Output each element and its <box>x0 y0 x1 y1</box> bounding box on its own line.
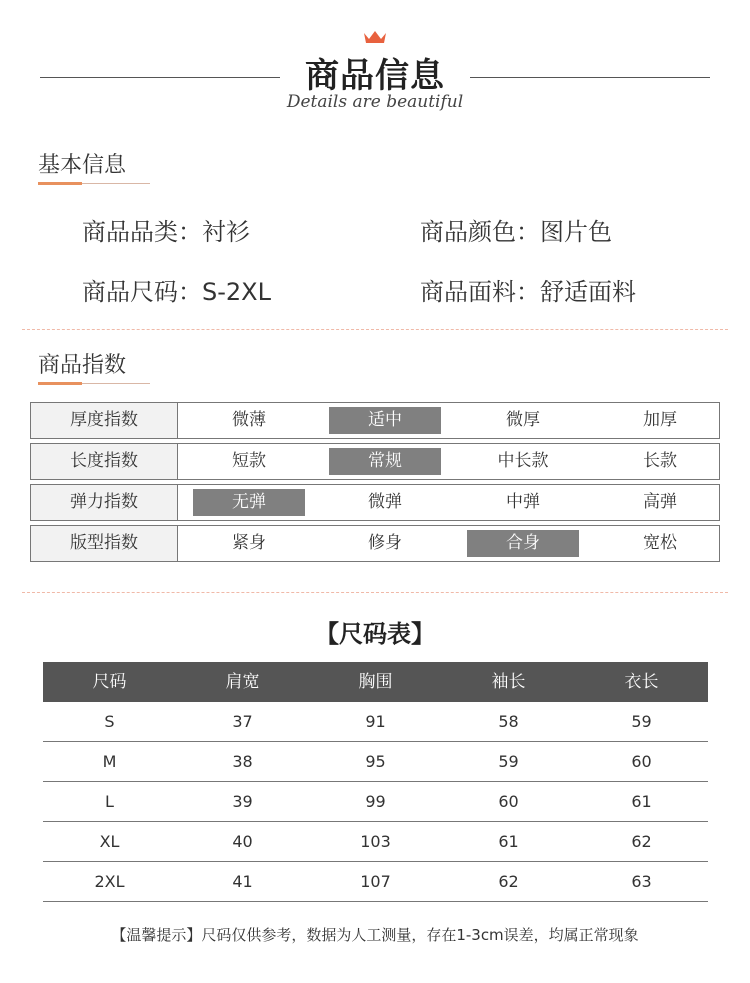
index-option: 宽松 <box>643 533 677 553</box>
table-cell: 41 <box>232 872 253 891</box>
index-option-selected: 常规 <box>329 448 441 475</box>
table-cell: 62 <box>498 872 519 891</box>
section-title-text: 基本信息 <box>38 153 127 178</box>
section-title-text: 商品指数 <box>38 353 127 378</box>
table-cell: 39 <box>232 792 253 811</box>
size-header-cell: 尺码 <box>92 672 127 692</box>
index-option: 高弹 <box>643 492 677 512</box>
table-cell: 62 <box>631 832 652 851</box>
table-cell: 37 <box>232 712 253 731</box>
table-row <box>43 822 708 862</box>
index-option: 加厚 <box>643 410 677 430</box>
table-cell: 59 <box>631 712 652 731</box>
size-chart-body <box>43 702 708 902</box>
index-option: 紧身 <box>232 533 266 553</box>
page-title: 商品信息 <box>305 56 445 96</box>
table-row <box>43 782 708 822</box>
section-underline <box>38 383 150 384</box>
table-cell: 60 <box>631 752 652 771</box>
table-cell: 61 <box>631 792 652 811</box>
table-cell: 63 <box>631 872 652 891</box>
info-fabric: 商品面料：舒适面料 <box>420 278 636 306</box>
table-cell: 99 <box>365 792 386 811</box>
table-cell: S <box>104 712 115 731</box>
table-cell: L <box>105 792 114 811</box>
size-header-cell: 衣长 <box>624 672 659 692</box>
table-cell: XL <box>99 832 120 851</box>
index-row <box>30 402 720 439</box>
size-chart-table <box>43 662 708 902</box>
index-row-label: 长度指数 <box>31 444 178 479</box>
table-cell: 107 <box>360 872 391 891</box>
page-header <box>0 0 750 130</box>
index-option: 中长款 <box>497 451 549 471</box>
table-cell: 38 <box>232 752 253 771</box>
index-option: 微弹 <box>368 492 402 512</box>
table-cell: 91 <box>365 712 386 731</box>
table-cell: 95 <box>365 752 386 771</box>
size-header-cell: 胸围 <box>358 672 393 692</box>
size-chart-header-row <box>43 662 708 702</box>
crown-icon <box>363 30 387 44</box>
index-option: 长款 <box>643 451 677 471</box>
table-cell: 103 <box>360 832 391 851</box>
table-cell: M <box>102 752 117 771</box>
size-header-cell: 袖长 <box>491 672 526 692</box>
section-divider <box>22 592 728 593</box>
index-row <box>30 525 720 562</box>
index-option-selected: 无弹 <box>193 489 305 516</box>
section-divider <box>22 329 728 330</box>
index-row-label: 厚度指数 <box>31 403 178 438</box>
table-cell: 58 <box>498 712 519 731</box>
table-row <box>43 742 708 782</box>
table-cell: 61 <box>498 832 519 851</box>
size-chart-title: 【尺码表】 <box>315 620 435 648</box>
page-subtitle: Details are beautiful <box>286 92 464 112</box>
index-row-label: 版型指数 <box>31 526 178 561</box>
index-option: 中弹 <box>506 492 540 512</box>
info-size: 商品尺码：S-2XL <box>82 278 271 306</box>
index-option-selected: 适中 <box>329 407 441 434</box>
table-cell: 59 <box>498 752 519 771</box>
section-title-basic-info <box>38 148 126 179</box>
info-color: 商品颜色：图片色 <box>420 218 612 246</box>
table-row <box>43 862 708 902</box>
size-tip: 【温馨提示】尺码仅供参考，数据为人工测量，存在1-3cm误差，均属正常现象 <box>111 926 639 944</box>
index-row-label: 弹力指数 <box>31 485 178 520</box>
index-option: 微厚 <box>506 410 540 430</box>
section-title-product-index <box>38 348 126 379</box>
index-option: 短款 <box>232 451 266 471</box>
table-row <box>43 702 708 742</box>
size-header-cell: 肩宽 <box>225 672 260 692</box>
index-option: 微薄 <box>232 410 266 430</box>
index-option: 修身 <box>368 533 402 553</box>
section-underline <box>38 183 150 184</box>
product-index-table <box>30 402 720 566</box>
table-cell: 60 <box>498 792 519 811</box>
index-option-selected: 合身 <box>467 530 579 557</box>
table-cell: 2XL <box>94 872 125 891</box>
table-cell: 40 <box>232 832 253 851</box>
index-row <box>30 443 720 480</box>
index-row <box>30 484 720 521</box>
info-category: 商品品类：衬衫 <box>82 218 250 246</box>
